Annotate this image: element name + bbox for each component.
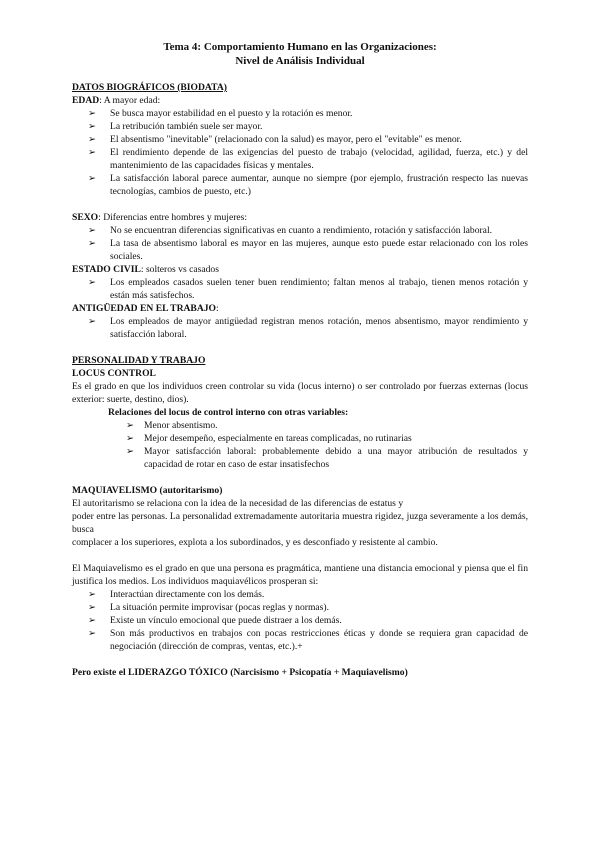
arrow-bullet-icon: ➢ (88, 225, 97, 236)
list-item: ➢ La satisfacción laboral parece aumentar, aunque no siempre (por ejemplo, frustración respecto las nuevas tecnologías, cambios de puesto, etc.) (88, 173, 528, 197)
arrow-bullet-icon: ➢ (126, 446, 135, 457)
list-item: ➢ Mejor desempeño, especialmente en tareas complicadas, no rutinarias (126, 433, 412, 444)
list-item: ➢ Se busca mayor estabilidad en el puesto y la rotación es menor. (88, 108, 353, 119)
civil-line (72, 263, 528, 276)
maquiavelismo-heading: MAQUIAVELISMO (autoritarismo) (72, 485, 223, 496)
arrow-bullet-icon: ➢ (126, 420, 135, 431)
edad-text: : A mayor edad: (99, 95, 161, 106)
list-item: ➢ Existe un vínculo emocional que puede distraer a los demás. (88, 615, 342, 626)
arrow-bullet-icon: ➢ (126, 433, 135, 444)
antig-list (72, 315, 528, 341)
arrow-bullet-icon: ➢ (88, 602, 97, 613)
personalidad-heading: PERSONALIDAD Y TRABAJO (72, 355, 206, 366)
arrow-bullet-icon: ➢ (88, 238, 97, 249)
sexo-text: : Diferencias entre hombres y mujeres: (98, 212, 248, 223)
list-item: ➢ Interactúan directamente con los demás. (88, 589, 265, 600)
locus-subheading: Relaciones del locus de control interno con otras variables: (108, 407, 349, 418)
list-item: ➢ El absentismo "inevitable" (relacionado con la salud) es mayor, pero el "evitable" es menor. (88, 134, 462, 145)
edad-label: EDAD (72, 95, 100, 106)
liderazgo-toxico-line: Pero existe el LIDERAZGO TÓXICO (Narcisismo + Psicopatía + Maquiavelismo) (72, 667, 408, 678)
arrow-bullet-icon: ➢ (88, 108, 97, 119)
arrow-bullet-icon: ➢ (88, 316, 97, 327)
arrow-bullet-icon: ➢ (88, 134, 97, 145)
arrow-bullet-icon: ➢ (88, 277, 97, 288)
civil-text: : solteros vs casados (140, 264, 219, 275)
list-item: ➢ El rendimiento depende de las exigencias del puesto de trabajo (velocidad, agilidad, fuerza, etc.) y del mantenimiento de las capacidades físicas y mentales. (88, 147, 528, 171)
list-item: ➢ La tasa de absentismo laboral es mayor en las mujeres, aunque esto puede estar relacionado con los roles sociales. (88, 238, 528, 262)
arrow-bullet-icon: ➢ (88, 628, 97, 639)
sexo-line (72, 211, 528, 224)
document-title (72, 40, 528, 68)
antig-label: ANTIGÜEDAD EN EL TRABAJO (72, 303, 217, 314)
locus-heading: LOCUS CONTROL (72, 368, 156, 379)
list-item: ➢ La situación permite improvisar (pocas reglas y normas). (88, 602, 329, 613)
arrow-bullet-icon: ➢ (88, 589, 97, 600)
document-page (72, 40, 528, 679)
maquiavelismo-line-2: poder entre las personas. La personalidad extremadamente autoritaria muestra rigidez, juzga severamente a los demás, busca (72, 511, 528, 535)
maquiavelismo-list (72, 588, 528, 653)
antig-line (72, 302, 528, 315)
title-line-1: Tema 4: Comportamiento Humano en las Organizaciones: (163, 41, 437, 53)
maquiavelismo-line-1: El autoritarismo se relaciona con la idea de la necesidad de las diferencias de estatus y (72, 498, 404, 509)
edad-line (72, 94, 528, 107)
list-item: ➢ Son más productivos en trabajos con pocas restricciones éticas y donde se requiera gran capacidad de negociación (dirección de compras, ventas, etc.).+ (88, 628, 528, 652)
list-item: ➢ Menor absentismo. (126, 420, 218, 431)
antig-text: : (216, 303, 219, 314)
edad-list (72, 107, 528, 198)
arrow-bullet-icon: ➢ (88, 615, 97, 626)
biodata-heading: DATOS BIOGRÁFICOS (BIODATA) (72, 82, 227, 93)
arrow-bullet-icon: ➢ (88, 147, 97, 158)
list-item: ➢ La retribución también suele ser mayor. (88, 121, 263, 132)
list-item: ➢ Los empleados de mayor antigüedad registran menos rotación, menos absentismo, mayor rendimiento y satisfacción laboral. (88, 316, 528, 340)
arrow-bullet-icon: ➢ (88, 121, 97, 132)
maquiavelismo-paragraph: El Maquiavelismo es el grado en que una persona es pragmática, mantiene una distancia emocional y piensa que el fin justifica los medios. Los individuos maquiavélicos prosperan si: (72, 563, 528, 587)
arrow-bullet-icon: ➢ (88, 173, 97, 184)
list-item: ➢ Mayor satisfacción laboral: probablemente debido a una mayor atribución de resultados y capacidad de rotar en caso de estar insatisfechos (126, 446, 528, 470)
list-item: ➢ Los empleados casados suelen tener buen rendimiento; faltan menos al trabajo, tienen menos rotación y están más satisfechos. (88, 277, 528, 301)
sexo-label: SEXO (72, 212, 99, 223)
title-line-2: Nivel de Análisis Individual (235, 55, 365, 67)
list-item: ➢ No se encuentran diferencias significativas en cuanto a rendimiento, rotación y satisfacción laboral. (88, 225, 493, 236)
civil-label: ESTADO CIVIL (72, 264, 141, 275)
locus-list (72, 419, 528, 471)
civil-list (72, 276, 528, 302)
maquiavelismo-line-3: complacer a los superiores, explota a los subordinados, y es desconfiado y resistente al cambio. (72, 537, 438, 548)
sexo-list (72, 224, 528, 263)
locus-text: Es el grado en que los individuos creen controlar su vida (locus interno) o ser controlado por fuerzas externas (locus exterior: suerte, destino, dios). (72, 381, 528, 405)
